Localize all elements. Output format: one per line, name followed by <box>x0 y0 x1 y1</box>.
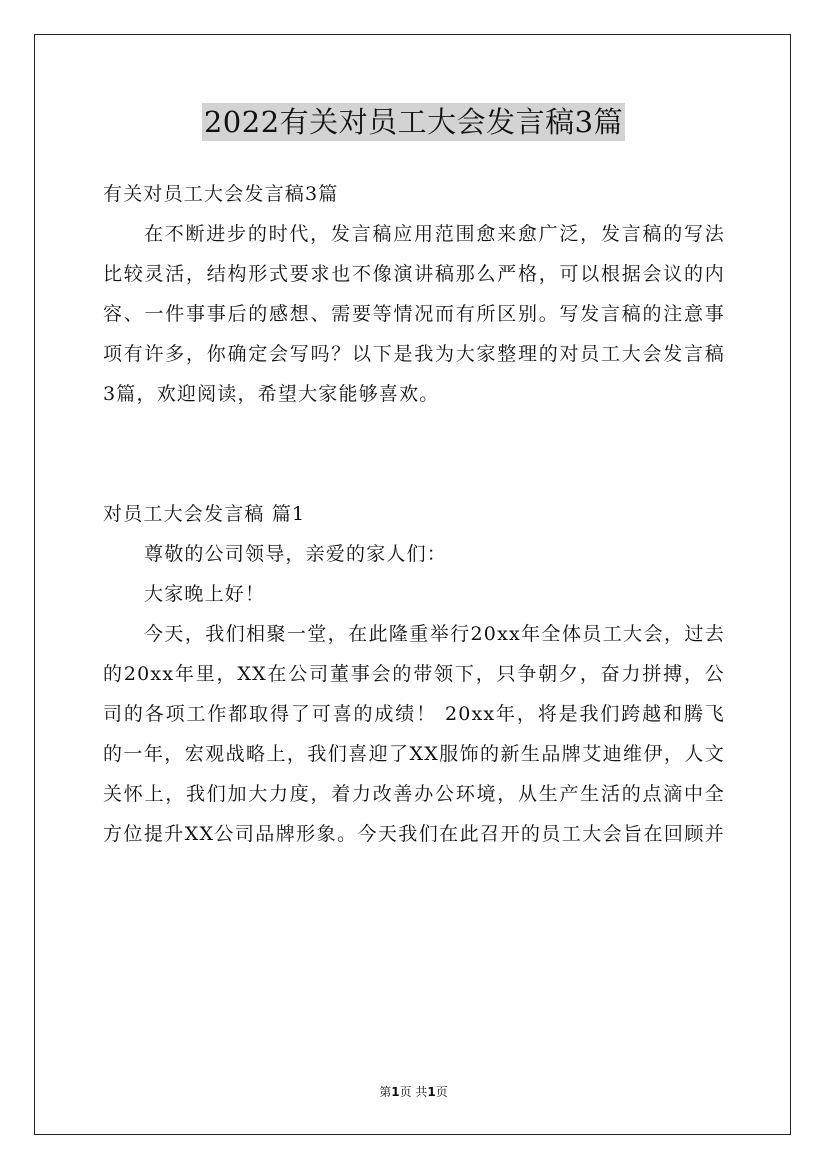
body-line: 方位提升XX公司品牌形象。今天我们在此召开的员工大会旨在回顾并 <box>103 823 725 845</box>
body-line: 今天，我们相聚一堂，在此隆重举行20xx年全体员工大会，过去 <box>144 623 725 645</box>
page-mid: 页 共 <box>399 1085 428 1099</box>
section-heading: 对员工大会发言稿 篇1 <box>103 503 306 525</box>
page-suffix: 页 <box>435 1085 448 1099</box>
page-prefix: 第 <box>379 1085 392 1099</box>
intro-line: 比较灵活，结构形式要求也不像演讲稿那么严格，可以根据会议的内 <box>103 263 725 285</box>
body-line: 司的各项工作都取得了可喜的成绩！ 20xx年，将是我们跨越和腾飞 <box>103 703 725 725</box>
document-body <box>103 174 725 854</box>
spacer <box>103 414 725 454</box>
total-pages: 1 <box>427 1085 436 1099</box>
intro-line: 在不断进步的时代，发言稿应用范围愈来愈广泛，发言稿的写法 <box>144 223 725 245</box>
document-subtitle: 有关对员工大会发言稿3篇 <box>103 183 339 205</box>
document-title: 2022有关对员工大会发言稿3篇 <box>203 105 624 139</box>
body-line: 的20xx年里，XX在公司董事会的带领下，只争朝夕，奋力拼搏，公 <box>103 663 725 685</box>
page-number: 1 <box>391 1085 400 1099</box>
intro-line: 容、一件事事后的感想、需要等情况而有所区别。写发言稿的注意事 <box>103 303 725 325</box>
greeting: 大家晚上好！ <box>144 583 266 605</box>
intro-line: 项有许多，你确定会写吗？以下是我为大家整理的对员工大会发言稿 <box>103 343 725 365</box>
title-area <box>0 103 827 141</box>
body-line: 关怀上，我们加大力度，着力改善办公环境，从生产生活的点滴中全 <box>103 783 725 805</box>
spacer <box>103 454 725 494</box>
page-footer <box>0 1084 827 1100</box>
intro-line: 3篇，欢迎阅读，希望大家能够喜欢。 <box>103 383 440 405</box>
body-line: 的一年，宏观战略上，我们喜迎了XX服饰的新生品牌艾迪维伊，人文 <box>103 743 725 765</box>
salutation: 尊敬的公司领导，亲爱的家人们： <box>144 543 448 565</box>
